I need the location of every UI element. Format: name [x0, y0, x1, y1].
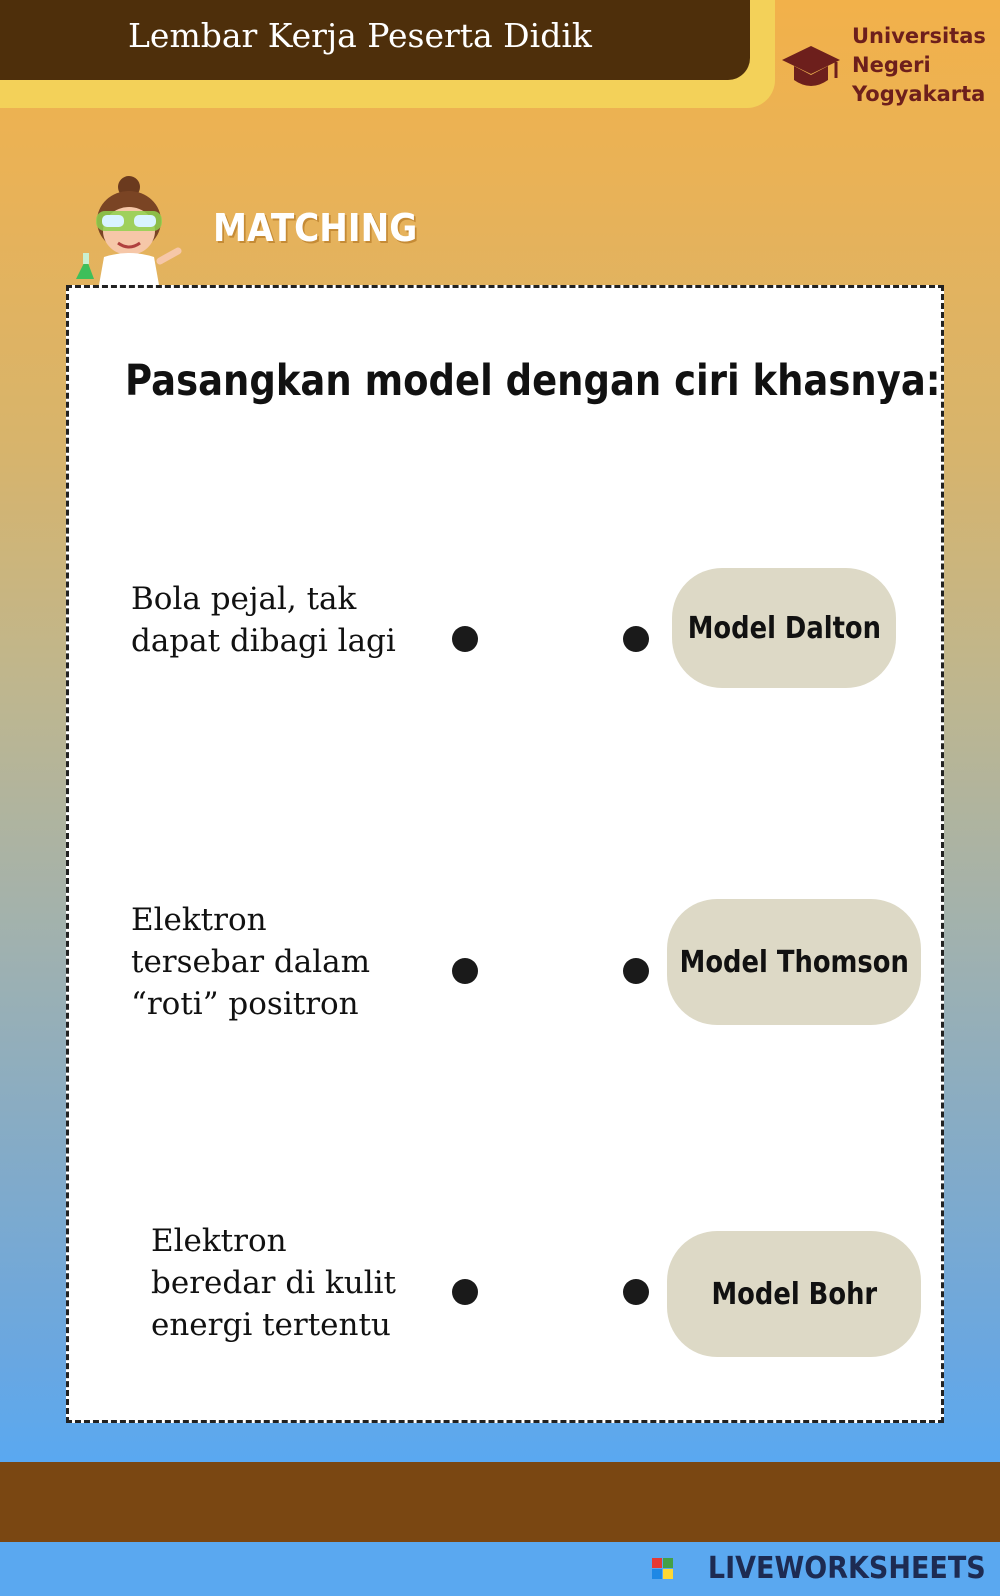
left-item-line: “roti” positron: [131, 986, 359, 1022]
left-item-1: [131, 578, 396, 662]
footer-bar: [0, 1462, 1000, 1542]
option-label: Model Bohr: [711, 1276, 877, 1312]
page-title: Lembar Kerja Peserta Didik: [128, 16, 592, 55]
liveworksheets-brand: LIVEWORKSHEETS: [708, 1551, 986, 1586]
university-line-2: Negeri: [852, 53, 931, 77]
left-item-line: Elektron: [131, 902, 267, 938]
university-line-1: Universitas: [852, 24, 986, 48]
left-connector-dot-3[interactable]: [452, 1279, 478, 1305]
section-label: MATCHING: [213, 206, 418, 250]
header-bar: [0, 0, 750, 80]
left-connector-dot-2[interactable]: [452, 958, 478, 984]
graduation-cap-icon: [780, 40, 842, 96]
left-item-2: [131, 899, 370, 1025]
left-connector-dot-1[interactable]: [452, 626, 478, 652]
scientist-girl-icon: [74, 175, 184, 285]
left-item-line: energi tertentu: [151, 1307, 391, 1343]
left-item-line: dapat dibagi lagi: [131, 623, 396, 659]
option-label: Model Thomson: [679, 944, 909, 980]
left-item-3: [151, 1220, 396, 1346]
matching-card: [66, 285, 944, 1423]
liveworksheets-logo[interactable]: [652, 1551, 986, 1586]
instruction-heading: Pasangkan model dengan ciri khasnya:: [125, 356, 941, 406]
option-label: Model Dalton: [687, 610, 881, 646]
right-connector-dot-2[interactable]: [623, 958, 649, 984]
left-item-line: Elektron: [151, 1223, 287, 1259]
option-model-dalton[interactable]: [672, 568, 896, 688]
option-model-bohr[interactable]: [667, 1231, 921, 1357]
university-line-3: Yogyakarta: [852, 82, 986, 106]
right-connector-dot-3[interactable]: [623, 1279, 649, 1305]
left-item-line: beredar di kulit: [151, 1265, 397, 1301]
left-item-line: tersebar dalam: [131, 944, 370, 980]
left-item-line: Bola pejal, tak: [131, 581, 357, 617]
liveworksheets-grid-icon: [652, 1558, 673, 1579]
right-connector-dot-1[interactable]: [623, 626, 649, 652]
option-model-thomson[interactable]: [667, 899, 921, 1025]
university-logo-text: [852, 22, 986, 109]
